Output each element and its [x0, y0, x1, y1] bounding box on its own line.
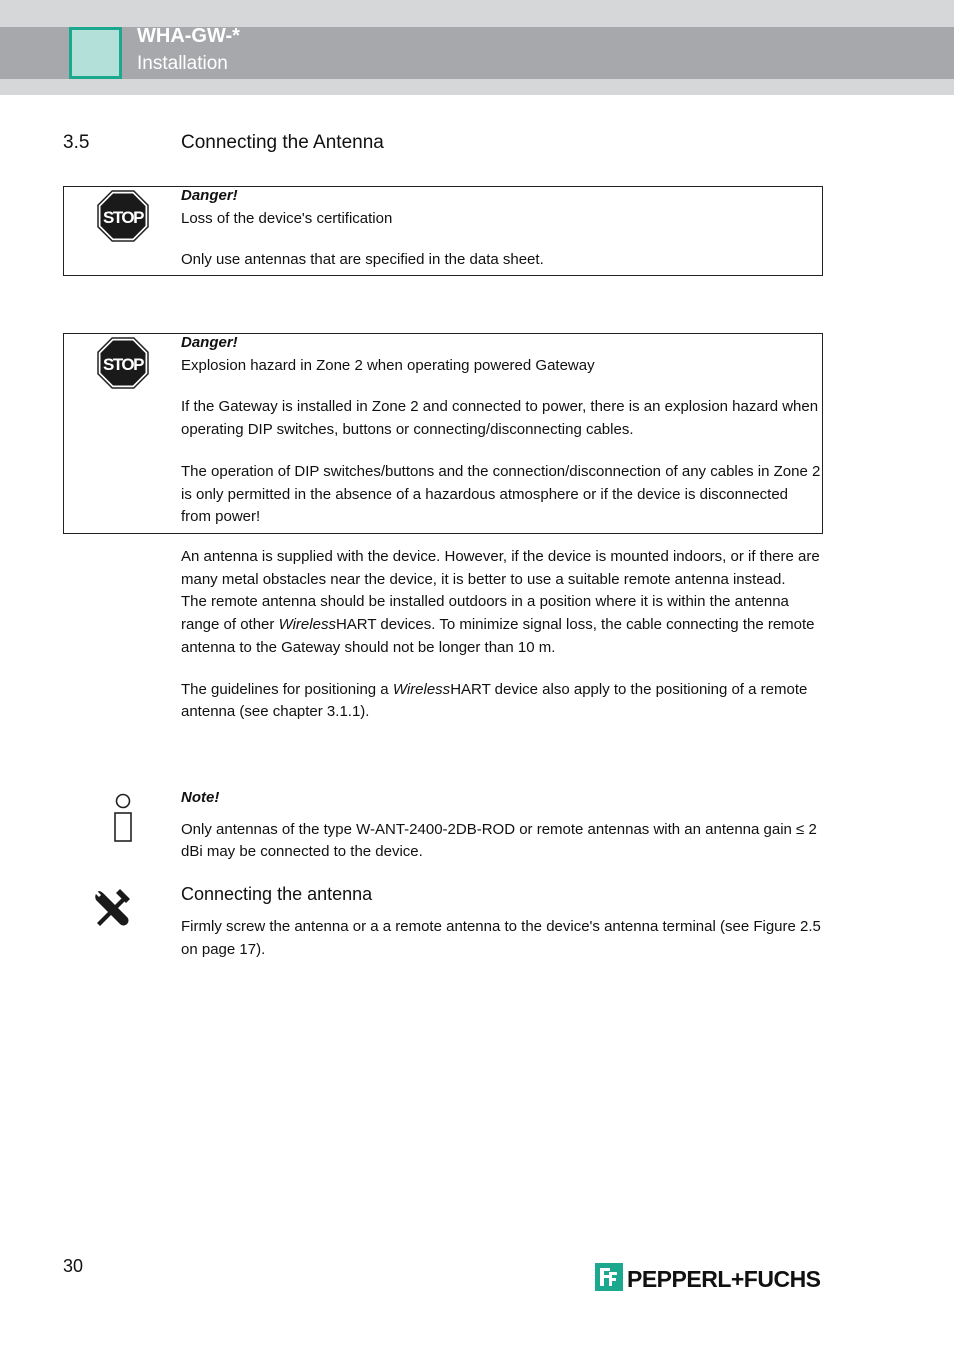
header-logo-square [69, 27, 122, 79]
stop-icon [97, 337, 149, 389]
body-paragraph: The guidelines for positioning a WirelessHART device also apply to the positioning of a remote antenna (see chapter 3.1.1). [181, 680, 808, 721]
body-text [181, 546, 821, 724]
chapter-title: Installation [137, 53, 228, 74]
danger-label: Danger! [181, 334, 238, 351]
danger-text-explosion [181, 332, 821, 529]
body-paragraph: An antenna is supplied with the device. However, if the device is mounted indoors, or if there are many metal obstacles near the device, it is better to use a suitable remote antenna instead. [181, 548, 820, 588]
section-title: Connecting the Antenna [181, 132, 384, 153]
danger-paragraph: If the Gateway is installed in Zone 2 and connected to power, there is an explosion hazard when operating DIP switches, buttons or connecting/disconnecting cables. [181, 398, 819, 439]
procedure-block [181, 882, 821, 961]
note-block [181, 787, 821, 864]
header-bottom-band [0, 79, 954, 95]
svg-text:STOP: STOP [103, 208, 143, 227]
svg-text:STOP: STOP [103, 355, 143, 374]
danger-headline: Explosion hazard in Zone 2 when operating powered Gateway [181, 356, 595, 374]
body-paragraph: The remote antenna should be installed outdoors in a position where it is within the antenna range of other WirelessHART devices. To minimize signal loss, the cable connecting the remote antenna to the Gateway should not be longer than 10 m. [181, 593, 815, 656]
brand-logo [595, 1262, 823, 1294]
brand-name: PEPPERL+FUCHS [627, 1266, 821, 1292]
danger-text-certification [181, 185, 821, 272]
procedure-text: Firmly screw the antenna or a a remote antenna to the device's antenna terminal (see Figure 2.5 on page 17). [181, 918, 821, 958]
note-text: Only antennas of the type W-ANT-2400-2DB-ROD or remote antennas with an antenna gain ≤ 2 dBi may be connected to the device. [181, 820, 817, 861]
header-top-band [0, 0, 954, 27]
stop-icon [97, 190, 149, 242]
danger-body: Only use antennas that are specified in the data sheet. [181, 251, 544, 269]
danger-headline: Loss of the device's certification [181, 209, 393, 227]
pf-logo-icon [595, 1263, 623, 1291]
danger-paragraph: The operation of DIP switches/buttons and the connection/disconnection of any cables in Zone 2 is only permitted in the absence of a hazardous atmosphere or if the device is disconnected from power! [181, 462, 821, 526]
page-number: 30 [63, 1256, 84, 1276]
procedure-title: Connecting the antenna [181, 884, 373, 904]
tools-icon [90, 886, 134, 928]
danger-label: Danger! [181, 187, 238, 204]
info-icon [112, 792, 134, 844]
section-number: 3.5 [63, 132, 90, 153]
note-label: Note! [181, 789, 220, 806]
document-title: WHA-GW-* [137, 25, 240, 47]
